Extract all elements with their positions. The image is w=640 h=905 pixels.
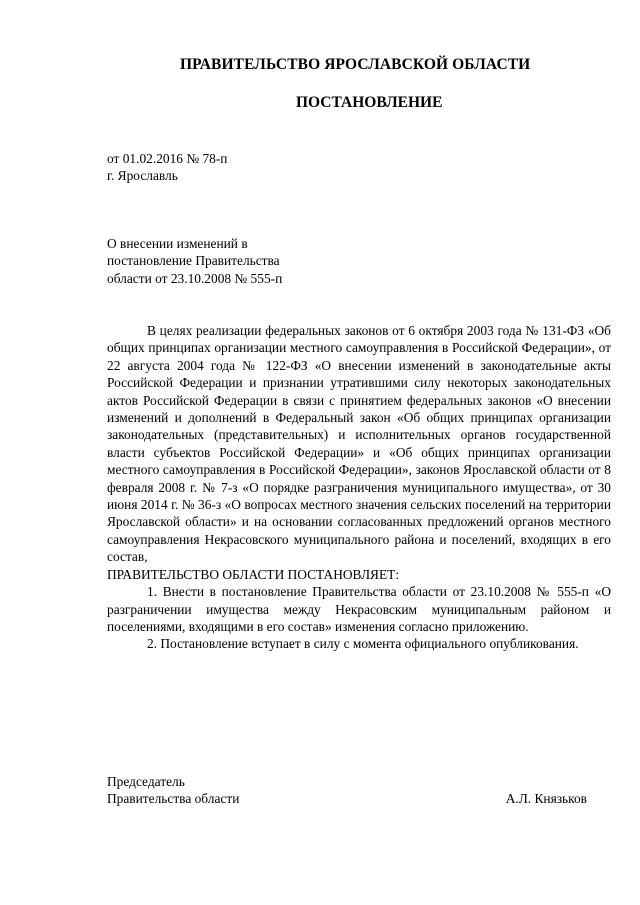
organization-heading: ПРАВИТЕЛЬСТВО ЯРОСЛАВСКОЙ ОБЛАСТИ xyxy=(180,56,531,73)
document-meta xyxy=(107,150,227,185)
subject-line: О внесении изменений в xyxy=(107,236,248,251)
signer-title-line: Председатель xyxy=(107,774,185,789)
preamble-paragraph: В целях реализации федеральных законов от 6 октября 2003 года № 131-ФЗ «Об общих принципах организации местного самоуправления в Российской Федерации», от 22 августа 2004 года № 122-ФЗ «О внесении изменений в законодательные акты Российской Федерации и признании утратившими силу некоторых законодательных актов Российской Федерации в связи с принятием федеральных законов «О внесении изменений и дополнений в Федеральный закон «Об общих принципах организации законодательных (представительных) и исполнительных органов государственной власти субъектов Российской Федерации» и «Об общих принципах организации местного самоуправления в Российской Федерации», законов Ярославской области от 8 февраля 2008 г. № 7-з «О порядке разграничения муниципального имущества», от 30 июня 2014 г. № 36-з «О вопросах местного значения сельских поселений на территории Ярославской области» и на основании согласованных предложений органов местного самоуправления Некрасовского муниципального района и поселений, входящих в его состав, xyxy=(107,323,611,565)
subject-line: постановление Правительства xyxy=(107,253,280,269)
item-1-paragraph: 1. Внести в постановление Правительства области от 23.10.2008 № 555-п «О разграничении имущества между Некрасовским муниципальным районом и поселениями, входящими в его состав» изменения согласно приложению. xyxy=(107,584,611,634)
date-number: от 01.02.2016 № 78-п xyxy=(107,151,228,166)
signature-row xyxy=(107,790,611,807)
item-2-paragraph: 2. Постановление вступает в силу с момента официального опубликования. xyxy=(147,636,579,652)
signature-block xyxy=(107,773,611,808)
city: г. Ярославль xyxy=(107,168,178,184)
resolves-heading: ПРАВИТЕЛЬСТВО ОБЛАСТИ ПОСТАНОВЛЯЕТ: xyxy=(107,566,400,582)
document-type-heading: ПОСТАНОВЛЕНИЕ xyxy=(296,94,443,111)
document-body xyxy=(107,322,611,653)
document-subject xyxy=(107,235,282,287)
signer-title-line: Правительства области xyxy=(107,791,240,807)
subject-line: области от 23.10.2008 № 555-п xyxy=(107,270,283,286)
signer-name: А.Л. Князьков xyxy=(505,791,587,807)
